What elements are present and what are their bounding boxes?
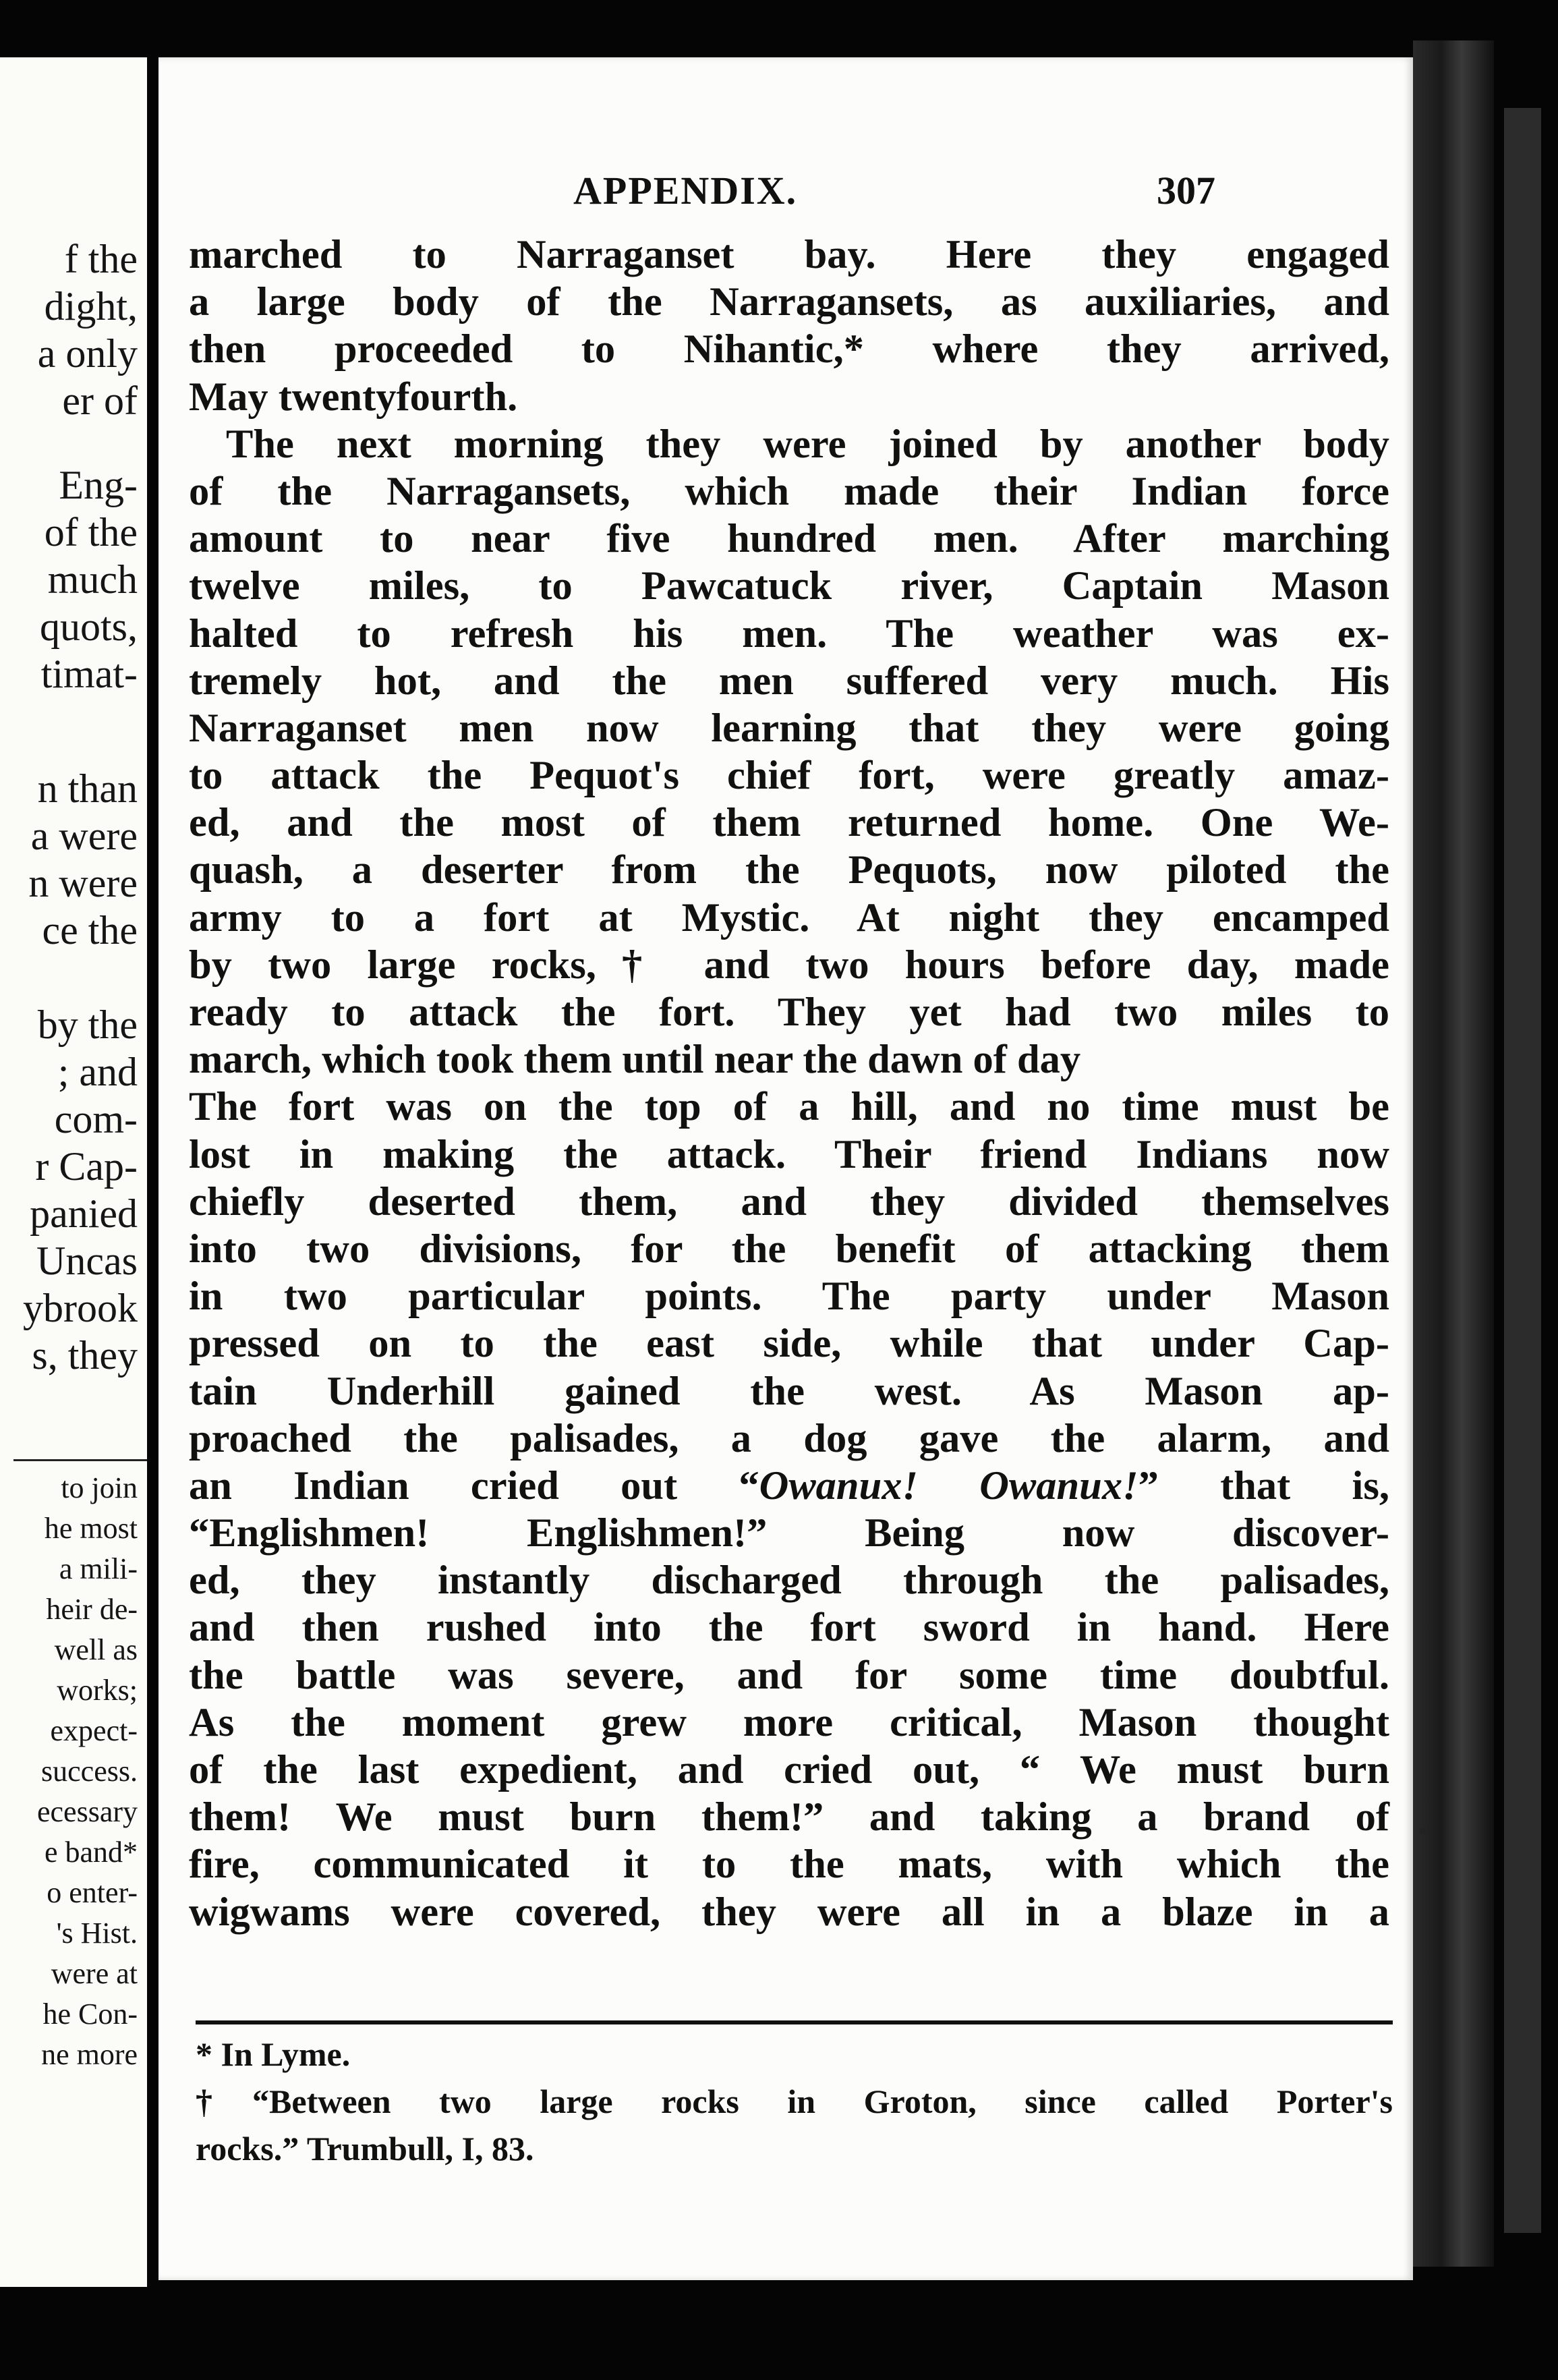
facing-line: ; and — [57, 1050, 138, 1094]
facing-line: com- — [54, 1097, 138, 1141]
text-line: chiefly deserted them, and they divided themselves — [189, 1179, 1389, 1224]
facing-page — [0, 57, 147, 2287]
text-line-owanux — [189, 1463, 1389, 1510]
text-line: ready to attack the fort. They yet had two miles to — [189, 990, 1389, 1035]
text-line: by two large rocks,† and two hours before day, made — [189, 942, 1389, 988]
facing-line: panied — [30, 1191, 138, 1236]
facing-footnote-line: heir de- — [46, 1593, 138, 1626]
facing-line: a were — [30, 814, 138, 858]
facing-footnote-line: he Con- — [42, 1998, 138, 2031]
text-run: an Indian cried out “ — [189, 1463, 759, 1508]
footnote-groton-cont: rocks.” Trumbull, I, 83. — [196, 2130, 534, 2168]
facing-footnote-line: well as — [54, 1633, 138, 1666]
text-line: “Englishmen! Englishmen!” Being now discover- — [189, 1510, 1389, 1556]
footnote-lyme: * In Lyme. — [196, 2035, 351, 2073]
text-line: marched to Narraganset bay. Here they engaged — [189, 232, 1389, 277]
facing-footnote-line: success. — [41, 1755, 138, 1788]
facing-line: n were — [28, 861, 138, 905]
text-line: them! We must burn them!” and taking a brand of — [189, 1794, 1389, 1840]
facing-footnote-line: a mili- — [59, 1552, 138, 1585]
text-line: a large body of the Narragansets, as auxiliaries, and — [189, 279, 1389, 325]
facing-line: s, they — [32, 1333, 138, 1378]
ink-speck — [1420, 1828, 1426, 1835]
facing-line: much — [47, 557, 138, 602]
facing-line: Eng- — [59, 463, 138, 507]
facing-line: ce the — [42, 908, 138, 953]
text-line: amount to near five hundred men. After marching — [189, 516, 1389, 562]
facing-footnote-line: expect- — [50, 1714, 138, 1747]
facing-footnote-rule — [13, 1459, 147, 1461]
facing-line: n than — [37, 766, 138, 811]
facing-footnote-line: works; — [57, 1674, 138, 1707]
facing-line: ybrook — [23, 1286, 138, 1330]
text-line: to attack the Pequot's chief fort, were greatly amaz- — [189, 753, 1389, 799]
text-line: wigwams were covered, they were all in a blaze in a — [189, 1889, 1389, 1935]
text-run: ” that is, — [1138, 1463, 1390, 1508]
body-text — [189, 231, 1389, 1936]
facing-footnote-line: 's Hist. — [56, 1917, 138, 1950]
text-line: army to a fort at Mystic. At night they encamped — [189, 895, 1389, 940]
facing-line: timat- — [40, 652, 138, 696]
facing-line: Uncas — [36, 1239, 138, 1283]
facing-line: er of — [62, 378, 138, 423]
facing-footnote-line: he most — [44, 1512, 138, 1545]
text-line: The fort was on the top of a hill, and no time must be — [189, 1084, 1389, 1130]
running-head: APPENDIX. — [573, 169, 798, 213]
text-line: quash, a deserter from the Pequots, now piloted the — [189, 847, 1389, 893]
facing-footnote-line: e band* — [44, 1836, 138, 1869]
text-line: then proceeded to Nihantic,* where they arrived, — [189, 327, 1389, 372]
facing-line: of the — [44, 510, 138, 555]
text-line: twelve miles, to Pawcatuck river, Captain Mason — [189, 563, 1389, 609]
text-line: Narraganset men now learning that they were going — [189, 705, 1389, 751]
facing-footnote-line: ecessary — [36, 1795, 138, 1828]
facing-line: by the — [37, 1002, 138, 1047]
text-line: tremely hot, and the men suffered very much. His — [189, 658, 1389, 704]
text-line: pressed on to the east side, while that under Cap- — [189, 1321, 1389, 1367]
text-line: march, which took them until near the dawn of day — [189, 1037, 1081, 1083]
facing-footnote-line: o enter- — [47, 1876, 138, 1909]
footnote-rule — [196, 2020, 1393, 2024]
text-line: ed, and the most of them returned home. One We- — [189, 800, 1389, 846]
facing-line: f the — [64, 237, 138, 281]
facing-line: a only — [37, 331, 138, 376]
book-spine-shadow — [1413, 40, 1494, 2267]
text-line: ed, they instantly discharged through the palisades, — [189, 1558, 1389, 1604]
text-line: The next morning they were joined by another body — [226, 421, 1389, 467]
text-line: May twentyfourth. — [189, 374, 518, 420]
text-line: As the moment grew more critical, Mason thought — [189, 1699, 1389, 1745]
facing-footnote-line: ne more — [41, 2038, 138, 2071]
text-line: lost in making the attack. Their friend Indians now — [189, 1131, 1389, 1177]
facing-line: r Cap- — [35, 1144, 138, 1189]
footnote-groton: †“Between two large rocks in Groton, since called Porter's — [196, 2082, 1393, 2120]
text-line: in two particular points. The party under Mason — [189, 1274, 1389, 1320]
text-line: proached the palisades, a dog gave the alarm, and — [189, 1415, 1389, 1461]
text-line: halted to refresh his men. The weather was ex- — [189, 611, 1389, 656]
text-line: and then rushed into the fort sword in hand. Here — [189, 1605, 1389, 1651]
facing-footnote-line: to join — [61, 1471, 138, 1504]
text-line: of the last expedient, and cried out, “ We must burn — [189, 1747, 1389, 1792]
italic-exclamation: Owanux! Owanux! — [759, 1463, 1138, 1508]
text-line: the battle was severe, and for some time doubtful. — [189, 1652, 1389, 1698]
footnotes — [196, 2031, 1393, 2172]
text-line: tain Underhill gained the west. As Mason ap- — [189, 1368, 1389, 1414]
facing-footnote-line: were at — [51, 1957, 138, 1990]
text-line: fire, communicated it to the mats, with which the — [189, 1842, 1389, 1888]
book-page — [158, 57, 1413, 2280]
facing-line: dight, — [44, 284, 138, 329]
text-line: into two divisions, for the benefit of attacking them — [189, 1226, 1389, 1272]
page-number: 307 — [1157, 169, 1215, 213]
page-header — [158, 157, 1413, 225]
text-line: of the Narragansets, which made their Indian force — [189, 468, 1389, 514]
book-edge — [1504, 108, 1541, 2233]
facing-line: quots, — [39, 604, 138, 649]
